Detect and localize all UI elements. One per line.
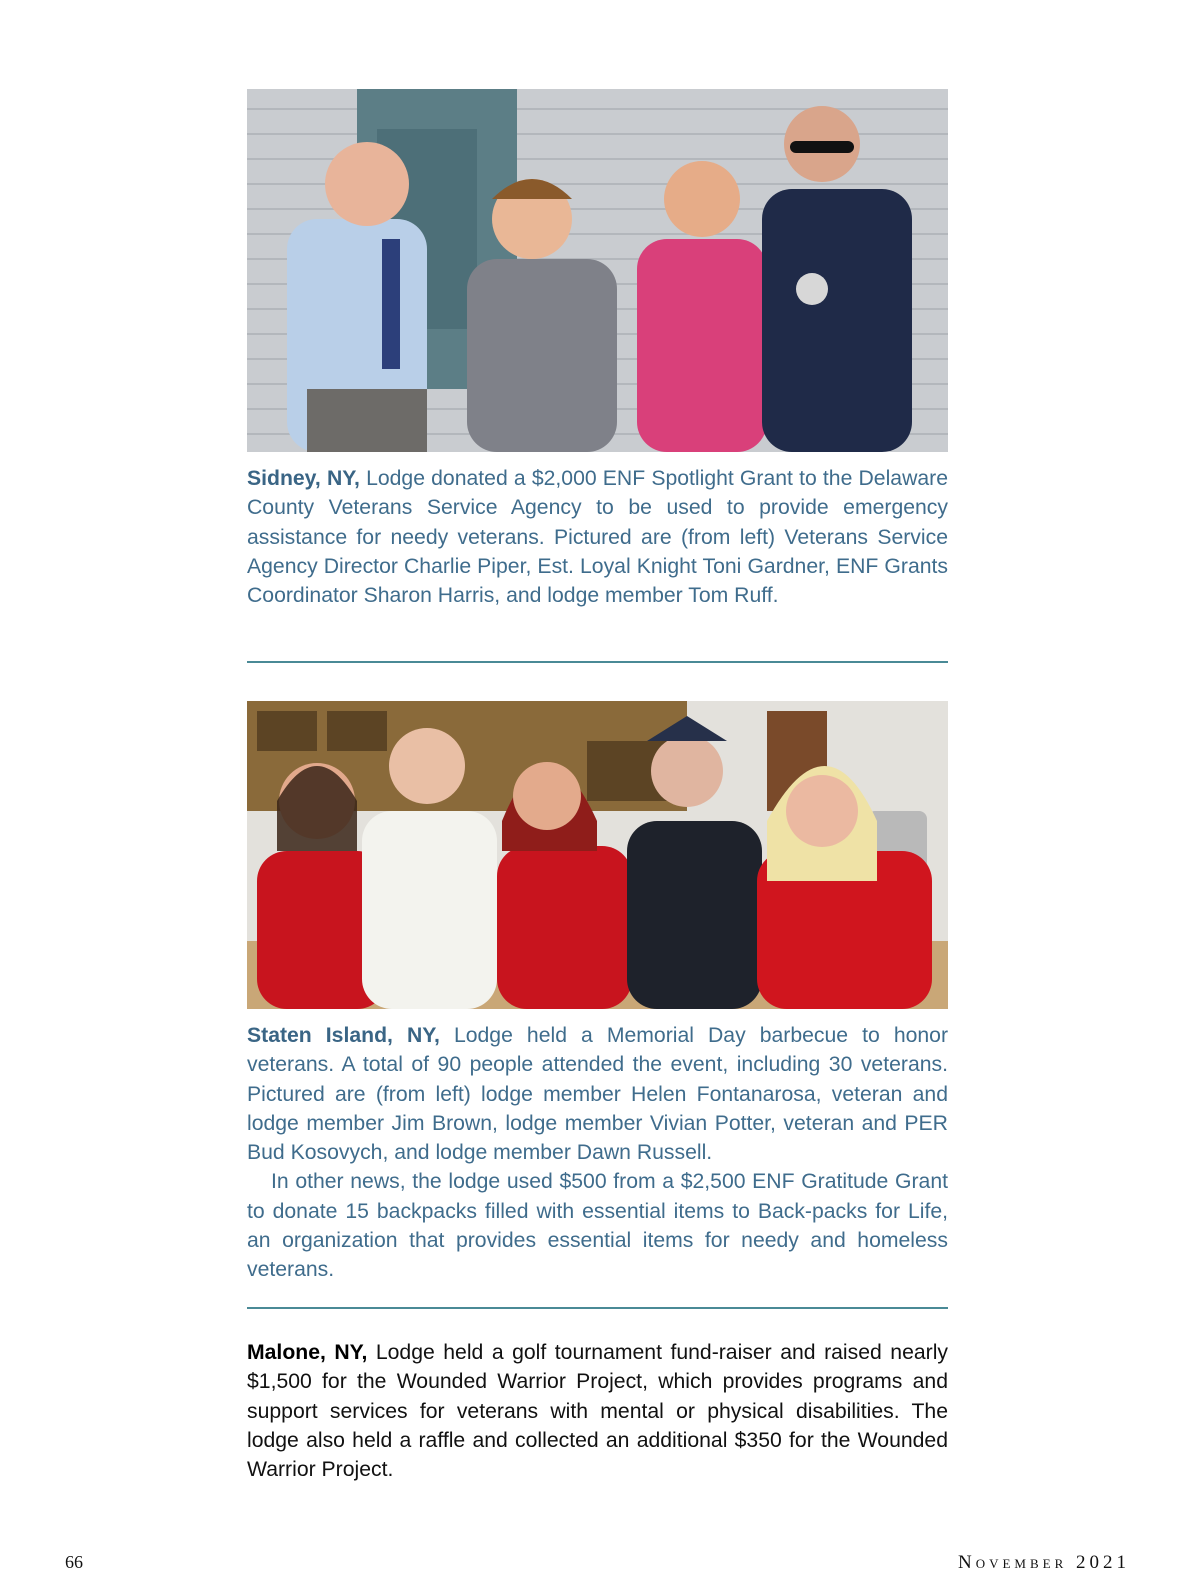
sidney-caption (247, 464, 948, 610)
sidney-lead: Sidney, NY, (247, 467, 360, 490)
section-divider (247, 1307, 948, 1309)
staten-island-lead: Staten Island, NY, (247, 1024, 440, 1047)
section-divider (247, 661, 948, 663)
malone-story (247, 1338, 948, 1484)
issue-date: November 2021 (957, 1552, 1130, 1573)
staten-island-text: Lodge held a Memorial Day barbecue to honor veterans. A total of 90 people attended the event, including 30 veterans. Pictured are (from left) lodge member Helen Fontanarosa, veteran and lodge member Jim Brown, lodge member Vivian Potter, veteran and PER Bud Kosovych, and lodge member Dawn Russell. (247, 1024, 949, 1165)
malone-lead: Malone, NY, (247, 1341, 368, 1364)
staten-island-photo (247, 701, 948, 1009)
malone-text: Lodge held a golf tournament fund-raiser and raised nearly $1,500 for the Wounded Warrior Project, which provides programs and support services for veterans with mental or physical disabilities. The lodge also held a raffle and collected an additional $350 for the Wounded Warrior Project. (247, 1341, 948, 1482)
staten-island-caption (247, 1021, 948, 1285)
staten-island-text-2: In other news, the lodge used $500 from a $2,500 ENF Gratitude Grant to donate 15 backpacks filled with essential items to Back-packs for Life, an organization that provides essential items for needy and homeless veterans. (247, 1170, 948, 1282)
page-number: 66 (65, 1552, 83, 1572)
sidney-photo (247, 89, 948, 452)
sidney-text: Lodge donated a $2,000 ENF Spotlight Grant to the Delaware County Veterans Service Agency to be used to provide emergency assistance for needy veterans. Pictured are (from left) Veterans Service Agency Director Charlie Piper, Est. Loyal Knight Toni Gardner, ENF Grants Coordinator Sharon Harris, and lodge member Tom Ruff. (247, 467, 949, 608)
